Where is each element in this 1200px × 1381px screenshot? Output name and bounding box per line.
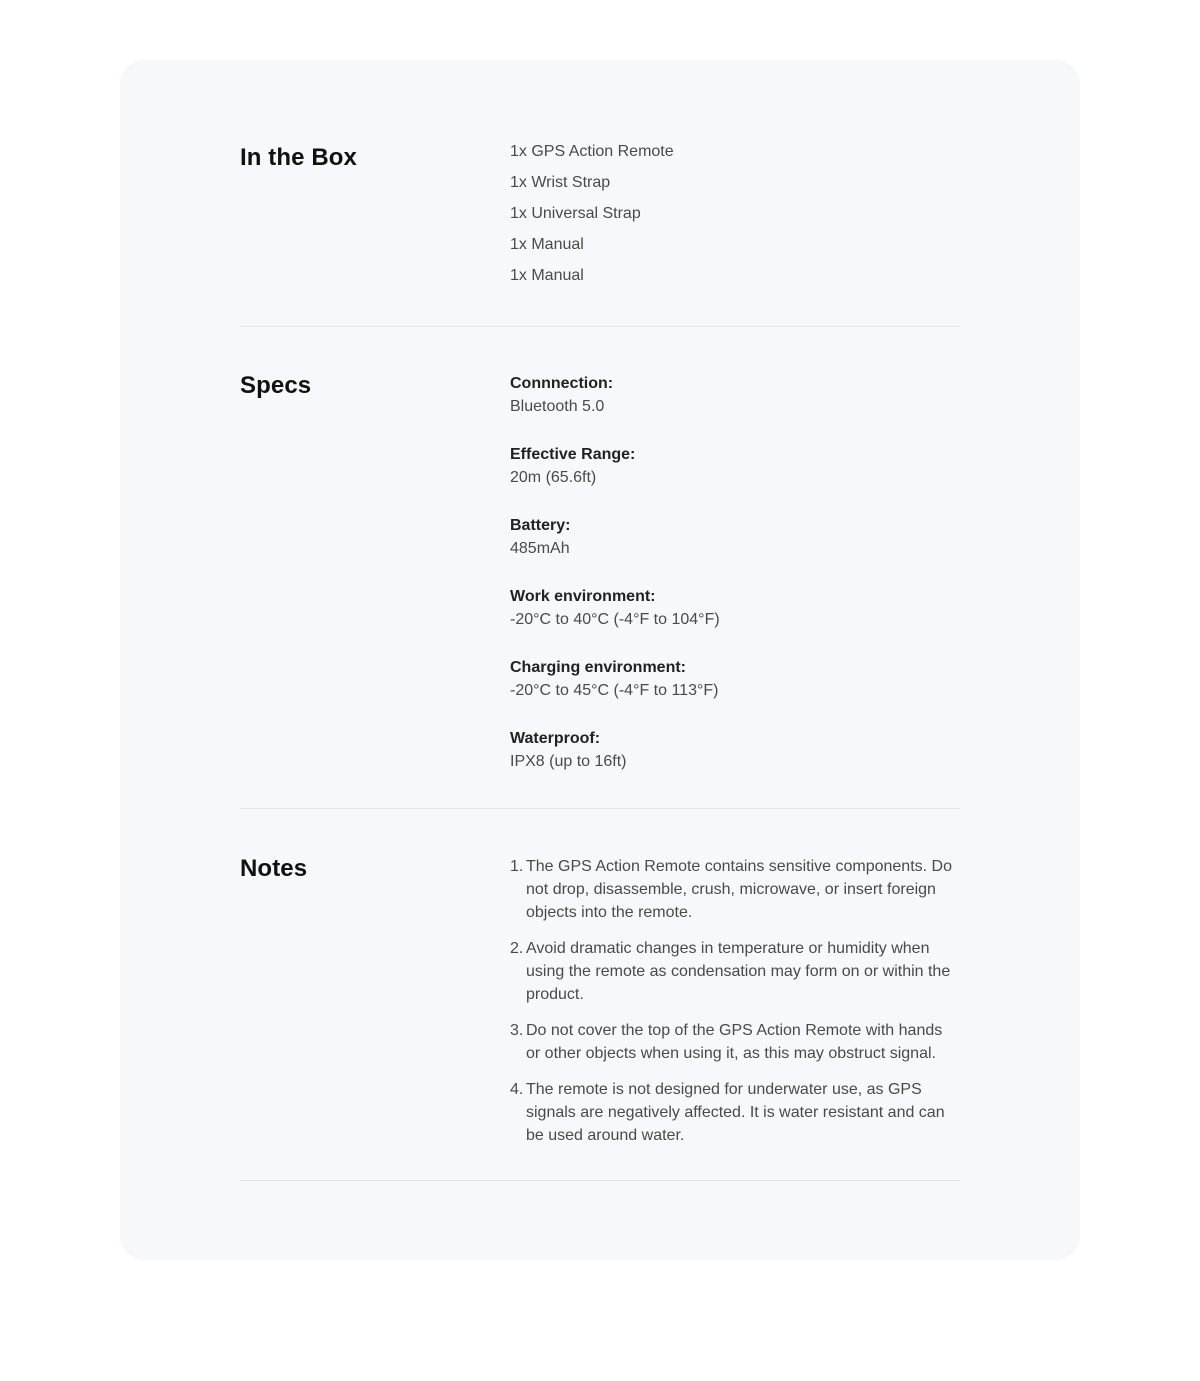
- specs-list: [510, 372, 960, 798]
- section-divider: [240, 808, 960, 809]
- spec-value: 20m (65.6ft): [510, 469, 597, 486]
- spec-label: Charging environment:: [510, 659, 687, 676]
- spec-label: Waterproof:: [510, 730, 601, 747]
- spec-label: Connnection:: [510, 375, 614, 392]
- note-number: 3.: [510, 1022, 524, 1039]
- note-item: [510, 1019, 960, 1065]
- note-number: 1.: [510, 858, 524, 875]
- box-item: 1x Wrist Strap: [510, 174, 611, 191]
- note-number: 4.: [510, 1081, 524, 1098]
- specs-title: Specs: [240, 372, 312, 399]
- spec-item: [510, 727, 960, 798]
- box-item: 1x Manual: [510, 236, 584, 253]
- section-divider: [240, 1180, 960, 1181]
- spec-value: 485mAh: [510, 540, 570, 557]
- spec-label: Battery:: [510, 517, 571, 534]
- in-the-box-list: [510, 144, 960, 299]
- spec-item: [510, 656, 960, 727]
- note-item: [510, 1078, 960, 1147]
- box-item: 1x GPS Action Remote: [510, 143, 674, 160]
- spec-label: Work environment:: [510, 588, 656, 605]
- product-details-card: [120, 60, 1080, 1260]
- spec-item: [510, 514, 960, 585]
- section-divider: [240, 326, 960, 327]
- note-text: Do not cover the top of the GPS Action Remote with hands or other objects when using it, as this may obstruct signal.: [526, 1022, 943, 1062]
- spec-value: Bluetooth 5.0: [510, 398, 605, 415]
- spec-value: -20°C to 40°C (-4°F to 104°F): [510, 611, 720, 628]
- spec-item: [510, 443, 960, 514]
- note-item: [510, 855, 960, 924]
- note-number: 2.: [510, 940, 524, 957]
- note-item: [510, 937, 960, 1006]
- box-item: 1x Manual: [510, 267, 584, 284]
- notes-list: [510, 855, 960, 1160]
- spec-value: -20°C to 45°C (-4°F to 113°F): [510, 682, 719, 699]
- spec-value: IPX8 (up to 16ft): [510, 753, 627, 770]
- spec-item: [510, 372, 960, 443]
- note-text: Avoid dramatic changes in temperature or humidity when using the remote as condensation may form on or within the product.: [526, 940, 951, 1003]
- spec-label: Effective Range:: [510, 446, 636, 463]
- box-item: 1x Universal Strap: [510, 205, 641, 222]
- in-the-box-title: In the Box: [240, 144, 358, 171]
- notes-title: Notes: [240, 855, 308, 882]
- note-text: The GPS Action Remote contains sensitive components. Do not drop, disassemble, crush, microwave, or insert foreign objects into the remote.: [526, 858, 952, 921]
- spec-item: [510, 585, 960, 656]
- note-text: The remote is not designed for underwater use, as GPS signals are negatively affected. It is water resistant and can be used around water.: [526, 1081, 945, 1144]
